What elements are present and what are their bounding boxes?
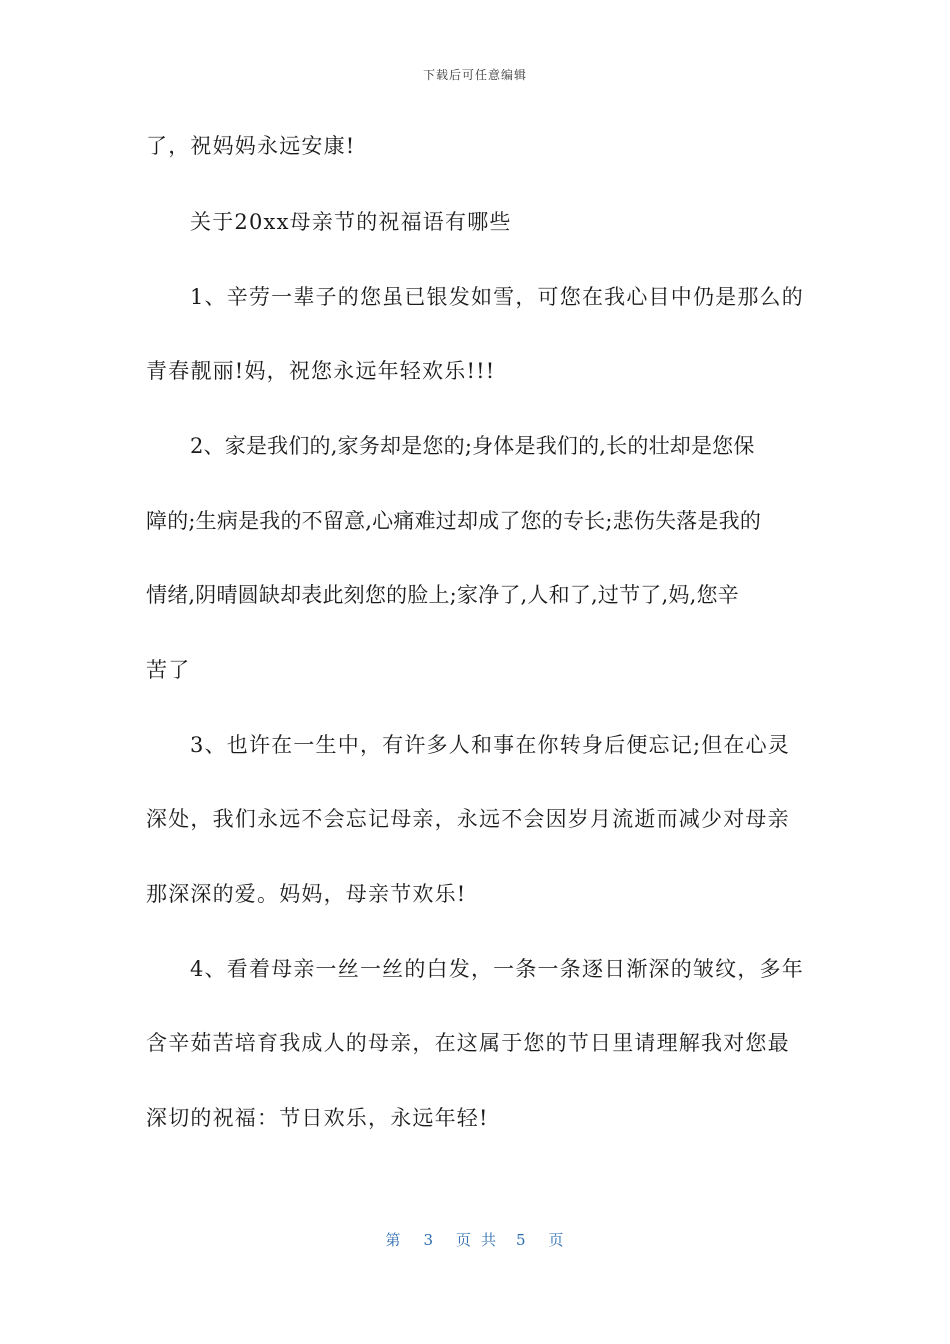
- text-line-item3-b: 深处，我们永远不会忘记母亲，永远不会因岁月流逝而减少对母亲: [146, 807, 790, 831]
- footer-page-suffix: 页: [548, 1231, 565, 1249]
- footer-current-page: 3: [423, 1231, 434, 1249]
- text-line-item3-c: 那深深的爱。妈妈，母亲节欢乐!: [146, 882, 467, 906]
- text-line-item1-a: 1、辛劳一辈子的您虽已银发如雪，可您在我心目中仍是那么的: [190, 285, 804, 309]
- section-heading: 关于20xx母亲节的祝福语有哪些: [190, 210, 512, 234]
- text-line-item2-a: 2、家是我们的,家务却是您的;身体是我们的,长的壮却是您保: [190, 434, 755, 458]
- page-header: 下载后可任意编辑: [422, 68, 527, 82]
- text-line-1: 了，祝妈妈永远安康!: [146, 134, 356, 158]
- text-line-item2-d: 苦了: [146, 658, 191, 682]
- page-footer: [0, 1229, 950, 1250]
- footer-total-pages: 5: [516, 1231, 527, 1249]
- text-line-item2-b: 障的;生病是我的不留意,心痛难过却成了您的专长;悲伤失落是我的: [146, 509, 762, 533]
- footer-page-label: 第: [385, 1231, 402, 1249]
- text-line-item4-c: 深切的祝福：节日欢乐，永远年轻!: [146, 1106, 489, 1130]
- footer-total-prefix: 页共: [455, 1231, 506, 1249]
- text-line-item3-a: 3、也许在一生中，有许多人和事在你转身后便忘记;但在心灵: [190, 733, 791, 757]
- text-line-item4-a: 4、看着母亲一丝一丝的白发，一条一条逐日渐深的皱纹，多年: [190, 957, 804, 981]
- text-line-item2-c: 情绪,阴晴圆缺却表此刻您的脸上;家净了,人和了,过节了,妈,您辛: [146, 583, 739, 607]
- text-line-item4-b: 含辛茹苦培育我成人的母亲，在这属于您的节日里请理解我对您最: [146, 1031, 790, 1055]
- text-line-item1-b: 青春靓丽!妈，祝您永远年轻欢乐!!!: [146, 359, 496, 383]
